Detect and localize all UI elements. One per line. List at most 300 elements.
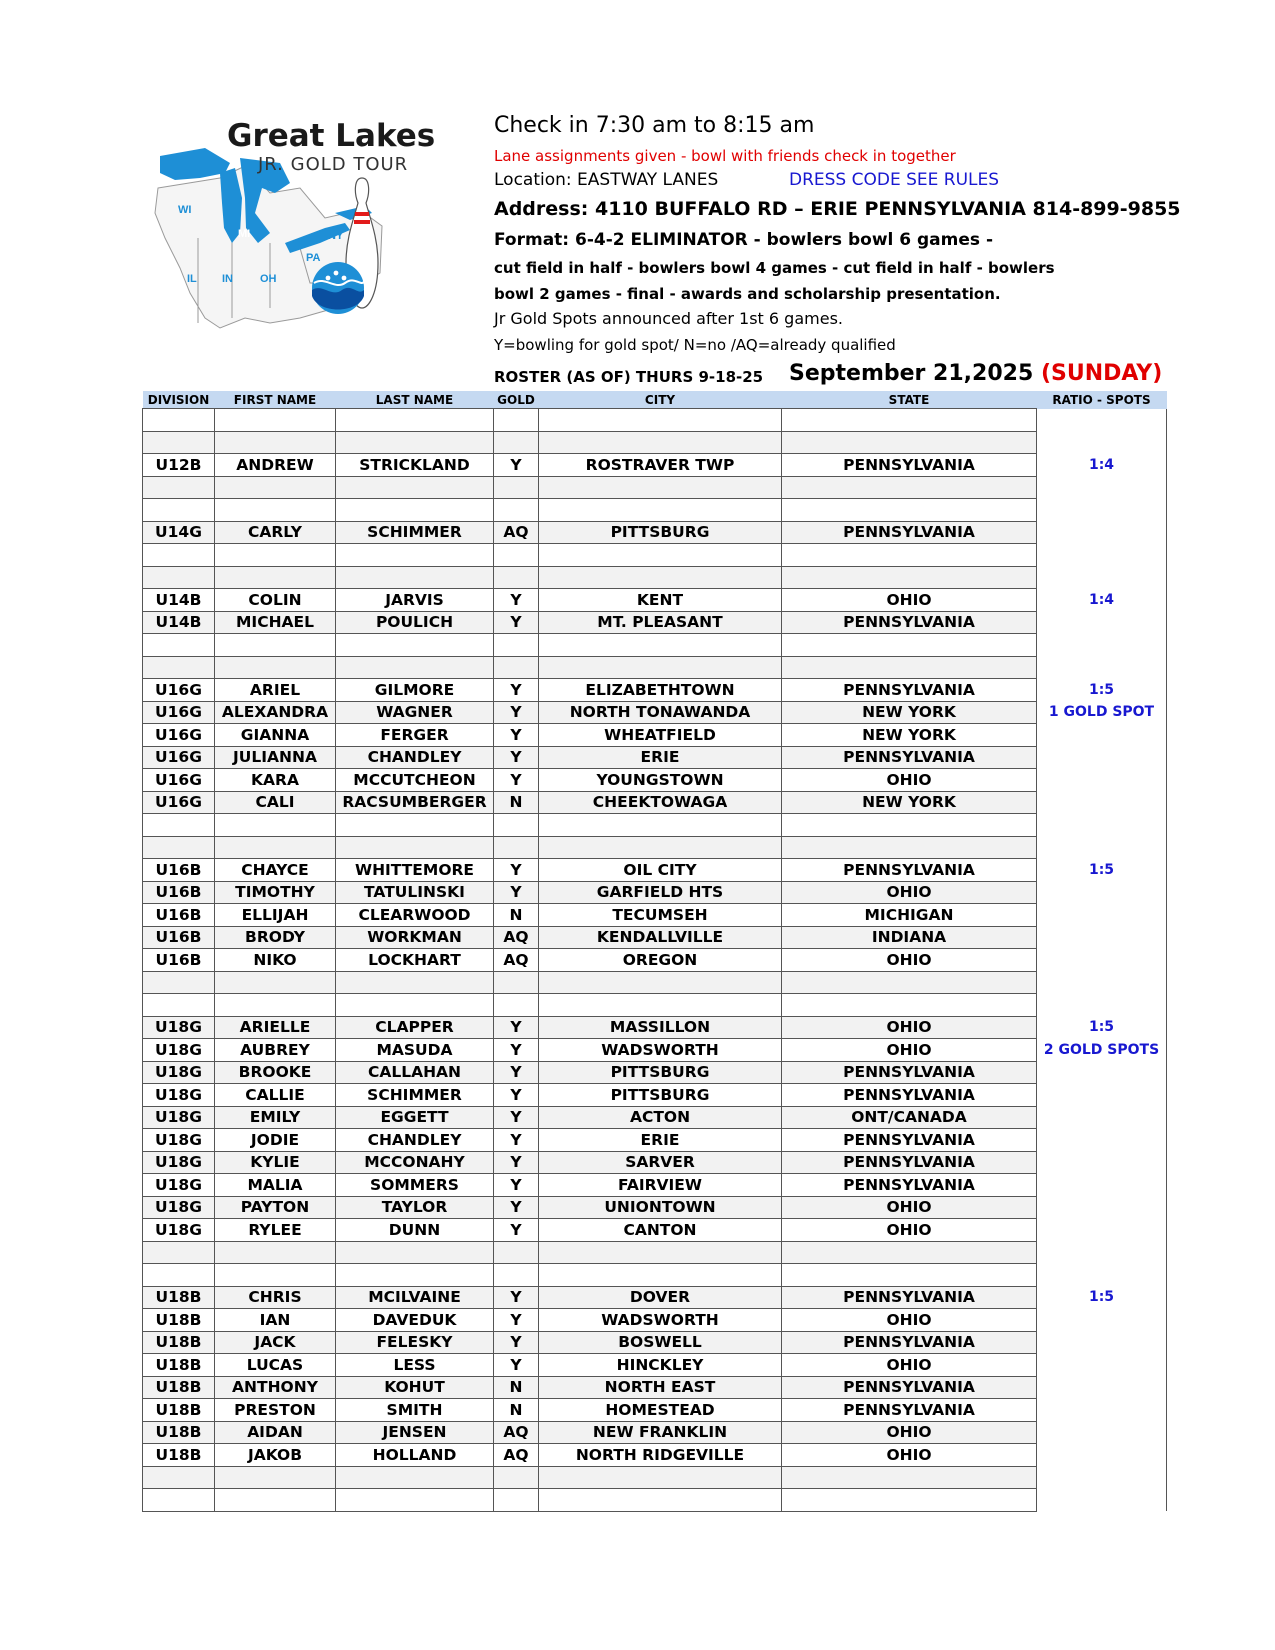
first-name-cell: ARIEL xyxy=(215,679,336,702)
first-name-cell xyxy=(215,994,336,1017)
division-cell: U16B xyxy=(143,926,215,949)
ratio-spots-cell xyxy=(1037,1421,1167,1444)
table-row xyxy=(143,1196,1167,1219)
division-cell xyxy=(143,994,215,1017)
city-cell: MT. PLEASANT xyxy=(539,611,782,634)
ratio-spots-cell xyxy=(1037,814,1167,837)
last-name-cell: JARVIS xyxy=(336,589,494,612)
gold-cell: Y xyxy=(494,769,539,792)
first-name-cell: PRESTON xyxy=(215,1399,336,1422)
first-name-cell: MALIA xyxy=(215,1174,336,1197)
division-cell xyxy=(143,814,215,837)
first-name-cell xyxy=(215,499,336,522)
col-gold: GOLD xyxy=(494,391,539,409)
city-cell xyxy=(539,499,782,522)
ratio-spots-cell xyxy=(1037,769,1167,792)
division-cell: U18G xyxy=(143,1151,215,1174)
col-division: DIVISION xyxy=(143,391,215,409)
state-cell: OHIO xyxy=(782,589,1037,612)
division-cell xyxy=(143,409,215,432)
gold-cell: AQ xyxy=(494,1421,539,1444)
state-cell: OHIO xyxy=(782,1039,1037,1062)
first-name-cell xyxy=(215,971,336,994)
division-cell: U16G xyxy=(143,746,215,769)
first-name-cell: KYLIE xyxy=(215,1151,336,1174)
ratio-spots-cell xyxy=(1037,611,1167,634)
state-cell: OHIO xyxy=(782,949,1037,972)
last-name-cell: CLAPPER xyxy=(336,1016,494,1039)
gold-cell: Y xyxy=(494,881,539,904)
state-cell: OHIO xyxy=(782,1421,1037,1444)
ratio-spots-cell xyxy=(1037,1106,1167,1129)
first-name-cell: RYLEE xyxy=(215,1219,336,1242)
table-row xyxy=(143,454,1167,477)
state-cell xyxy=(782,814,1037,837)
last-name-cell: CLEARWOOD xyxy=(336,904,494,927)
city-cell xyxy=(539,634,782,657)
city-cell: GARFIELD HTS xyxy=(539,881,782,904)
table-row xyxy=(143,949,1167,972)
city-cell xyxy=(539,994,782,1017)
division-cell: U18B xyxy=(143,1399,215,1422)
state-cell xyxy=(782,499,1037,522)
division-cell xyxy=(143,656,215,679)
first-name-cell: JACK xyxy=(215,1331,336,1354)
ratio-spots-cell xyxy=(1037,1151,1167,1174)
division-cell: U16B xyxy=(143,859,215,882)
division-cell: U14G xyxy=(143,521,215,544)
first-name-cell xyxy=(215,476,336,499)
last-name-cell: RACSUMBERGER xyxy=(336,791,494,814)
gold-cell: Y xyxy=(494,1309,539,1332)
last-name-cell: GILMORE xyxy=(336,679,494,702)
logo-subtitle: JR. GOLD TOUR xyxy=(258,154,409,175)
division-cell: U18G xyxy=(143,1084,215,1107)
division-cell xyxy=(143,634,215,657)
state-cell: NEW YORK xyxy=(782,791,1037,814)
division-cell: U16B xyxy=(143,904,215,927)
gold-legend: Y=bowling for gold spot/ N=no /AQ=already qualified xyxy=(494,336,896,354)
first-name-cell: ELLIJAH xyxy=(215,904,336,927)
gold-cell xyxy=(494,1264,539,1287)
last-name-cell xyxy=(336,566,494,589)
gold-cell: Y xyxy=(494,611,539,634)
ratio-spots-cell: 1:5 xyxy=(1037,1016,1167,1039)
first-name-cell xyxy=(215,1466,336,1489)
division-cell: U18G xyxy=(143,1039,215,1062)
format-detail-2: bowl 2 games - final - awards and scholarship presentation. xyxy=(494,285,1001,303)
first-name-cell: COLIN xyxy=(215,589,336,612)
city-cell: ERIE xyxy=(539,746,782,769)
division-cell xyxy=(143,971,215,994)
division-cell: U18G xyxy=(143,1196,215,1219)
state-cell: PENNSYLVANIA xyxy=(782,1399,1037,1422)
table-row xyxy=(143,476,1167,499)
lane-assignment-note: Lane assignments given - bowl with friends check in together xyxy=(494,147,956,165)
ratio-spots-cell xyxy=(1037,1264,1167,1287)
ratio-spots-cell xyxy=(1037,1241,1167,1264)
state-cell: PENNSYLVANIA xyxy=(782,1376,1037,1399)
ratio-spots-cell xyxy=(1037,881,1167,904)
table-row xyxy=(143,1174,1167,1197)
state-cell xyxy=(782,409,1037,432)
state-cell: OHIO xyxy=(782,1354,1037,1377)
city-cell xyxy=(539,1264,782,1287)
division-cell xyxy=(143,566,215,589)
city-cell: KENT xyxy=(539,589,782,612)
table-row xyxy=(143,724,1167,747)
table-row xyxy=(143,1039,1167,1062)
table-row xyxy=(143,836,1167,859)
table-row xyxy=(143,1466,1167,1489)
first-name-cell: TIMOTHY xyxy=(215,881,336,904)
ratio-spots-cell xyxy=(1037,499,1167,522)
table-row xyxy=(143,1399,1167,1422)
state-cell xyxy=(782,994,1037,1017)
roster-header-row xyxy=(143,391,1167,409)
city-cell xyxy=(539,544,782,567)
first-name-cell: AIDAN xyxy=(215,1421,336,1444)
first-name-cell: IAN xyxy=(215,1309,336,1332)
first-name-cell: CARLY xyxy=(215,521,336,544)
first-name-cell: NIKO xyxy=(215,949,336,972)
city-cell: UNIONTOWN xyxy=(539,1196,782,1219)
gold-cell xyxy=(494,499,539,522)
division-cell: U18G xyxy=(143,1174,215,1197)
city-cell: SARVER xyxy=(539,1151,782,1174)
gold-cell: Y xyxy=(494,1151,539,1174)
city-cell: PITTSBURG xyxy=(539,521,782,544)
state-cell xyxy=(782,656,1037,679)
gold-cell xyxy=(494,814,539,837)
city-cell: NEW FRANKLIN xyxy=(539,1421,782,1444)
last-name-cell xyxy=(336,634,494,657)
city-cell xyxy=(539,566,782,589)
last-name-cell: KOHUT xyxy=(336,1376,494,1399)
ratio-spots-cell xyxy=(1037,409,1167,432)
last-name-cell: MASUDA xyxy=(336,1039,494,1062)
ratio-spots-cell xyxy=(1037,949,1167,972)
last-name-cell xyxy=(336,1241,494,1264)
table-row xyxy=(143,521,1167,544)
col-state: STATE xyxy=(782,391,1037,409)
last-name-cell xyxy=(336,544,494,567)
city-cell: KENDALLVILLE xyxy=(539,926,782,949)
division-cell: U18B xyxy=(143,1376,215,1399)
table-row xyxy=(143,1354,1167,1377)
gold-cell: Y xyxy=(494,859,539,882)
table-row xyxy=(143,1376,1167,1399)
first-name-cell: JULIANNA xyxy=(215,746,336,769)
table-row xyxy=(143,431,1167,454)
last-name-cell xyxy=(336,409,494,432)
dress-code-note: DRESS CODE SEE RULES xyxy=(789,170,1000,190)
state-cell: OHIO xyxy=(782,1219,1037,1242)
ratio-spots-cell xyxy=(1037,656,1167,679)
division-cell: U16B xyxy=(143,881,215,904)
gold-cell: N xyxy=(494,791,539,814)
roster-table xyxy=(142,391,1167,1512)
ratio-spots-cell xyxy=(1037,724,1167,747)
city-cell xyxy=(539,431,782,454)
gold-cell: Y xyxy=(494,1219,539,1242)
location: Location: EASTWAY LANES xyxy=(494,170,719,190)
table-row xyxy=(143,859,1167,882)
city-cell: MASSILLON xyxy=(539,1016,782,1039)
state-cell xyxy=(782,634,1037,657)
city-cell xyxy=(539,836,782,859)
table-row xyxy=(143,409,1167,432)
first-name-cell: MICHAEL xyxy=(215,611,336,634)
logo-title: Great Lakes xyxy=(227,118,436,154)
gold-cell: Y xyxy=(494,1106,539,1129)
state-cell: PENNSYLVANIA xyxy=(782,454,1037,477)
gold-cell: Y xyxy=(494,746,539,769)
first-name-cell xyxy=(215,1241,336,1264)
table-row xyxy=(143,1219,1167,1242)
first-name-cell: ANDREW xyxy=(215,454,336,477)
division-cell: U18G xyxy=(143,1061,215,1084)
table-row xyxy=(143,904,1167,927)
city-cell: WADSWORTH xyxy=(539,1039,782,1062)
roster-as-of: ROSTER (AS OF) THURS 9-18-25 xyxy=(494,368,764,386)
table-row xyxy=(143,1286,1167,1309)
state-cell: PENNSYLVANIA xyxy=(782,1174,1037,1197)
table-row xyxy=(143,566,1167,589)
table-row xyxy=(143,634,1167,657)
state-cell: OHIO xyxy=(782,1309,1037,1332)
last-name-cell: HOLLAND xyxy=(336,1444,494,1467)
ratio-spots-cell xyxy=(1037,476,1167,499)
gold-cell: N xyxy=(494,904,539,927)
last-name-cell: SOMMERS xyxy=(336,1174,494,1197)
last-name-cell: WAGNER xyxy=(336,701,494,724)
division-cell: U16G xyxy=(143,701,215,724)
state-cell xyxy=(782,1241,1037,1264)
first-name-cell: BROOKE xyxy=(215,1061,336,1084)
division-cell: U18G xyxy=(143,1219,215,1242)
first-name-cell: CALLIE xyxy=(215,1084,336,1107)
gold-cell xyxy=(494,1466,539,1489)
table-row xyxy=(143,971,1167,994)
first-name-cell: EMILY xyxy=(215,1106,336,1129)
last-name-cell xyxy=(336,431,494,454)
table-row xyxy=(143,769,1167,792)
gold-cell xyxy=(494,836,539,859)
table-row xyxy=(143,544,1167,567)
first-name-cell xyxy=(215,431,336,454)
logo-state-mi: MI xyxy=(238,228,251,240)
event-date xyxy=(789,361,1162,386)
last-name-cell xyxy=(336,1466,494,1489)
ratio-spots-cell: 1:5 xyxy=(1037,679,1167,702)
division-cell: U18G xyxy=(143,1129,215,1152)
state-cell: PENNSYLVANIA xyxy=(782,1151,1037,1174)
first-name-cell xyxy=(215,1264,336,1287)
ratio-spots-cell xyxy=(1037,566,1167,589)
city-cell: WHEATFIELD xyxy=(539,724,782,747)
ratio-spots-cell xyxy=(1037,1489,1167,1512)
gold-cell: Y xyxy=(494,1286,539,1309)
last-name-cell: DUNN xyxy=(336,1219,494,1242)
gold-cell: Y xyxy=(494,701,539,724)
first-name-cell: ANTHONY xyxy=(215,1376,336,1399)
table-row xyxy=(143,1444,1167,1467)
ratio-spots-cell xyxy=(1037,904,1167,927)
gold-cell: AQ xyxy=(494,926,539,949)
col-ratio-spots: RATIO - SPOTS xyxy=(1037,391,1167,409)
first-name-cell xyxy=(215,566,336,589)
division-cell xyxy=(143,544,215,567)
gold-cell: AQ xyxy=(494,521,539,544)
division-cell: U18G xyxy=(143,1106,215,1129)
logo-state-pa: PA xyxy=(306,252,321,264)
ratio-spots-cell xyxy=(1037,431,1167,454)
gold-cell xyxy=(494,476,539,499)
logo-state-il: IL xyxy=(187,273,197,285)
last-name-cell: TAYLOR xyxy=(336,1196,494,1219)
ratio-spots-cell xyxy=(1037,1174,1167,1197)
city-cell: NORTH EAST xyxy=(539,1376,782,1399)
gold-cell: Y xyxy=(494,724,539,747)
city-cell: YOUNGSTOWN xyxy=(539,769,782,792)
ratio-spots-cell xyxy=(1037,1084,1167,1107)
logo-state-wi: WI xyxy=(178,204,192,216)
table-row xyxy=(143,1129,1167,1152)
table-row xyxy=(143,1084,1167,1107)
state-cell xyxy=(782,476,1037,499)
ratio-spots-cell xyxy=(1037,1129,1167,1152)
gold-cell xyxy=(494,971,539,994)
city-cell xyxy=(539,971,782,994)
city-cell: FAIRVIEW xyxy=(539,1174,782,1197)
last-name-cell: LESS xyxy=(336,1354,494,1377)
last-name-cell: MCILVAINE xyxy=(336,1286,494,1309)
city-cell xyxy=(539,476,782,499)
state-cell: PENNSYLVANIA xyxy=(782,1129,1037,1152)
ratio-spots-cell xyxy=(1037,971,1167,994)
division-cell: U16G xyxy=(143,724,215,747)
division-cell xyxy=(143,1466,215,1489)
ratio-spots-cell xyxy=(1037,926,1167,949)
state-cell: PENNSYLVANIA xyxy=(782,1331,1037,1354)
ratio-spots-cell xyxy=(1037,1196,1167,1219)
ratio-spots-cell: 1:5 xyxy=(1037,1286,1167,1309)
table-row xyxy=(143,1241,1167,1264)
first-name-cell: JODIE xyxy=(215,1129,336,1152)
last-name-cell xyxy=(336,836,494,859)
last-name-cell xyxy=(336,814,494,837)
last-name-cell: POULICH xyxy=(336,611,494,634)
last-name-cell: DAVEDUK xyxy=(336,1309,494,1332)
city-cell: TECUMSEH xyxy=(539,904,782,927)
table-row xyxy=(143,1309,1167,1332)
table-row xyxy=(143,1061,1167,1084)
table-row xyxy=(143,1016,1167,1039)
last-name-cell xyxy=(336,656,494,679)
first-name-cell xyxy=(215,656,336,679)
city-cell xyxy=(539,1241,782,1264)
city-cell: ERIE xyxy=(539,1129,782,1152)
first-name-cell: AUBREY xyxy=(215,1039,336,1062)
great-lakes-logo xyxy=(150,118,440,348)
division-cell: U18B xyxy=(143,1354,215,1377)
table-row xyxy=(143,791,1167,814)
col-first-name: FIRST NAME xyxy=(215,391,336,409)
table-row xyxy=(143,1106,1167,1129)
col-last-name: LAST NAME xyxy=(336,391,494,409)
city-cell: CHEEKTOWAGA xyxy=(539,791,782,814)
checkin-time: Check in 7:30 am to 8:15 am xyxy=(494,113,815,138)
first-name-cell: GIANNA xyxy=(215,724,336,747)
table-row xyxy=(143,656,1167,679)
ratio-spots-cell xyxy=(1037,791,1167,814)
gold-cell: Y xyxy=(494,589,539,612)
division-cell xyxy=(143,499,215,522)
ratio-spots-cell: 1 GOLD SPOT xyxy=(1037,701,1167,724)
ratio-spots-cell xyxy=(1037,1061,1167,1084)
ratio-spots-cell: 1:4 xyxy=(1037,454,1167,477)
table-row xyxy=(143,499,1167,522)
gold-spots-announcement: Jr Gold Spots announced after 1st 6 games. xyxy=(494,309,843,328)
state-cell: OHIO xyxy=(782,1444,1037,1467)
ratio-spots-cell xyxy=(1037,1466,1167,1489)
last-name-cell xyxy=(336,994,494,1017)
logo-state-in: IN xyxy=(222,273,233,285)
first-name-cell: LUCAS xyxy=(215,1354,336,1377)
table-row xyxy=(143,994,1167,1017)
city-cell: PITTSBURG xyxy=(539,1084,782,1107)
division-cell xyxy=(143,1264,215,1287)
city-cell xyxy=(539,409,782,432)
division-cell: U16G xyxy=(143,769,215,792)
address: Address: 4110 BUFFALO RD – ERIE PENNSYLVANIA 814-899-9855 xyxy=(494,198,1181,220)
gold-cell: N xyxy=(494,1376,539,1399)
last-name-cell: FERGER xyxy=(336,724,494,747)
gold-cell xyxy=(494,994,539,1017)
ratio-spots-cell xyxy=(1037,1444,1167,1467)
table-row xyxy=(143,1264,1167,1287)
gold-cell: Y xyxy=(494,1084,539,1107)
gold-cell xyxy=(494,1489,539,1512)
state-cell: OHIO xyxy=(782,881,1037,904)
division-cell: U18G xyxy=(143,1016,215,1039)
city-cell: ACTON xyxy=(539,1106,782,1129)
ratio-spots-cell xyxy=(1037,1219,1167,1242)
ratio-spots-cell xyxy=(1037,521,1167,544)
first-name-cell xyxy=(215,1489,336,1512)
division-cell xyxy=(143,1241,215,1264)
roster-body xyxy=(143,409,1167,1512)
division-cell xyxy=(143,431,215,454)
last-name-cell: CHANDLEY xyxy=(336,746,494,769)
division-cell: U14B xyxy=(143,589,215,612)
state-cell: INDIANA xyxy=(782,926,1037,949)
state-cell xyxy=(782,544,1037,567)
city-cell xyxy=(539,1489,782,1512)
last-name-cell: LOCKHART xyxy=(336,949,494,972)
last-name-cell: MCCUTCHEON xyxy=(336,769,494,792)
table-row xyxy=(143,1489,1167,1512)
state-cell: PENNSYLVANIA xyxy=(782,679,1037,702)
last-name-cell: WHITTEMORE xyxy=(336,859,494,882)
state-cell: NEW YORK xyxy=(782,724,1037,747)
state-cell: OHIO xyxy=(782,1196,1037,1219)
first-name-cell xyxy=(215,814,336,837)
city-cell: HOMESTEAD xyxy=(539,1399,782,1422)
first-name-cell: ALEXANDRA xyxy=(215,701,336,724)
gold-cell: Y xyxy=(494,1039,539,1062)
